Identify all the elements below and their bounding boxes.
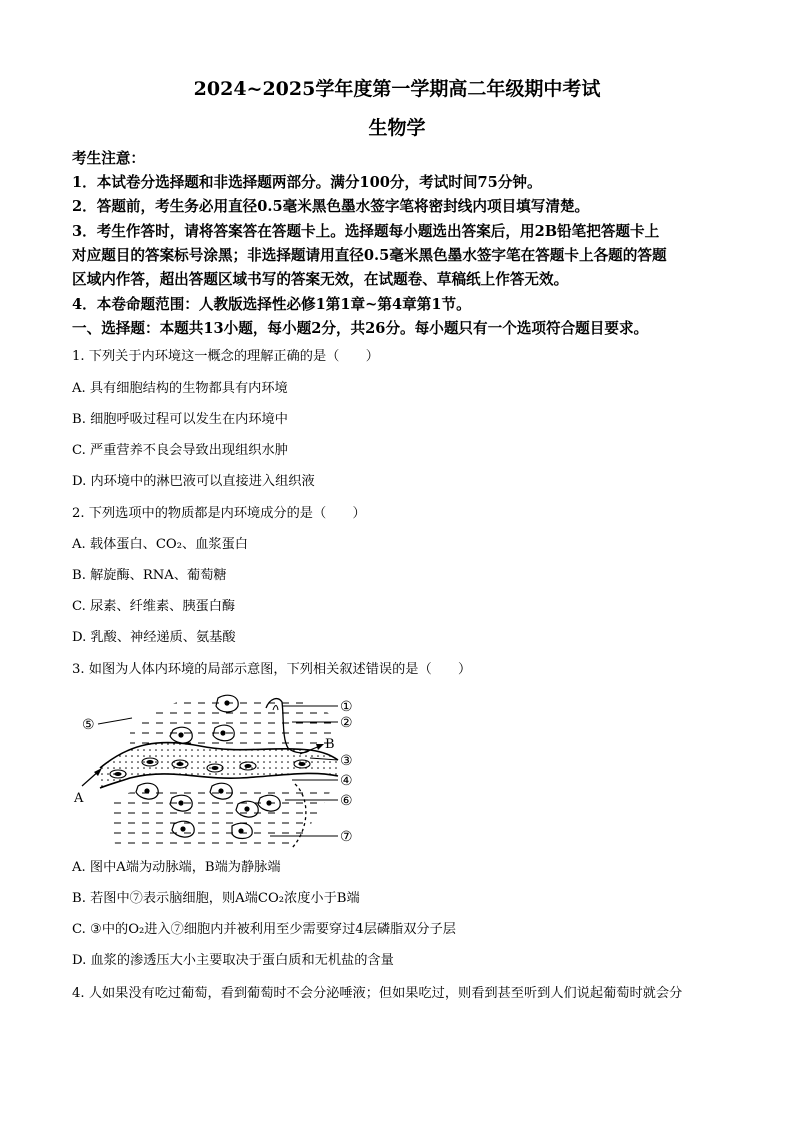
internal-environment-figure bbox=[70, 688, 370, 850]
question-option: A. 图中A端为动脉端，B端为静脉端 bbox=[72, 860, 281, 875]
notice-item: 3．考生作答时，请将答案答在答题卡上。选择题每小题选出答案后，用2B铅笔把答题卡上 bbox=[72, 223, 660, 240]
notice-item: 2．答题前，考生务必用直径0.5毫米黑色墨水签字笔将密封线内项目填写清楚。 bbox=[72, 198, 590, 215]
question-option: C. 严重营养不良会导致出现组织水肿 bbox=[72, 443, 288, 458]
question-option: B. 解旋酶、RNA、葡萄糖 bbox=[72, 568, 227, 583]
question-option: A. 载体蛋白、CO₂、血浆蛋白 bbox=[72, 537, 248, 552]
question-option: D. 内环境中的淋巴液可以直接进入组织液 bbox=[72, 474, 315, 489]
figure-label-2: ② bbox=[340, 715, 353, 731]
question-option: A. 具有细胞结构的生物都具有内环境 bbox=[72, 381, 288, 396]
notice-heading: 考生注意： bbox=[72, 150, 145, 167]
figure-label-1: ① bbox=[340, 699, 353, 715]
question-option: C. 尿素、纤维素、胰蛋白酶 bbox=[72, 599, 236, 614]
notice-item: 1．本试卷分选择题和非选择题两部分。满分100分，考试时间75分钟。 bbox=[72, 174, 542, 191]
question-option: B. 若图中⑦表示脑细胞，则A端CO₂浓度小于B端 bbox=[72, 891, 360, 906]
figure-label-4: ④ bbox=[340, 773, 353, 789]
question-option: D. 乳酸、神经递质、氨基酸 bbox=[72, 630, 236, 645]
section-heading: 一、选择题：本题共13小题，每小题2分，共26分。每小题只有一个选项符合题目要求。 bbox=[72, 320, 649, 337]
notice-item: 4．本卷命题范围：人教版选择性必修1第1章~第4章第1节。 bbox=[72, 296, 471, 313]
question-stem: 3. 如图为人体内环境的局部示意图，下列相关叙述错误的是（ ） bbox=[72, 662, 472, 677]
figure-label-7: ⑦ bbox=[340, 829, 353, 845]
exam-title: 2024~2025学年度第一学期高二年级期中考试 bbox=[193, 78, 601, 100]
subject-title: 生物学 bbox=[368, 117, 426, 139]
figure-label-5: ⑤ bbox=[82, 717, 95, 733]
figure-label-3: ③ bbox=[340, 753, 353, 769]
figure-label-6: ⑥ bbox=[340, 793, 353, 809]
question-stem: 1. 下列关于内环境这一概念的理解正确的是（ ） bbox=[72, 349, 379, 364]
figure-label-b: B bbox=[325, 737, 335, 752]
notice-item: 区域内作答，超出答题区域书写的答案无效，在试题卷、草稿纸上作答无效。 bbox=[72, 271, 569, 288]
question-stem: 4. 人如果没有吃过葡萄，看到葡萄时不会分泌唾液；但如果吃过，则看到甚至听到人们说起葡萄时就会分 bbox=[72, 986, 683, 1001]
question-option: C. ③中的O₂进入⑦细胞内并被利用至少需要穿过4层磷脂双分子层 bbox=[72, 922, 456, 937]
figure-label-a: A bbox=[74, 791, 84, 806]
question-option: B. 细胞呼吸过程可以发生在内环境中 bbox=[72, 412, 288, 427]
notice-item: 对应题目的答案标号涂黑；非选择题请用直径0.5毫米黑色墨水签字笔在答题卡上各题的答题 bbox=[72, 247, 667, 264]
question-stem: 2. 下列选项中的物质都是内环境成分的是（ ） bbox=[72, 506, 366, 521]
question-option: D. 血浆的渗透压大小主要取决于蛋白质和无机盐的含量 bbox=[72, 953, 394, 968]
